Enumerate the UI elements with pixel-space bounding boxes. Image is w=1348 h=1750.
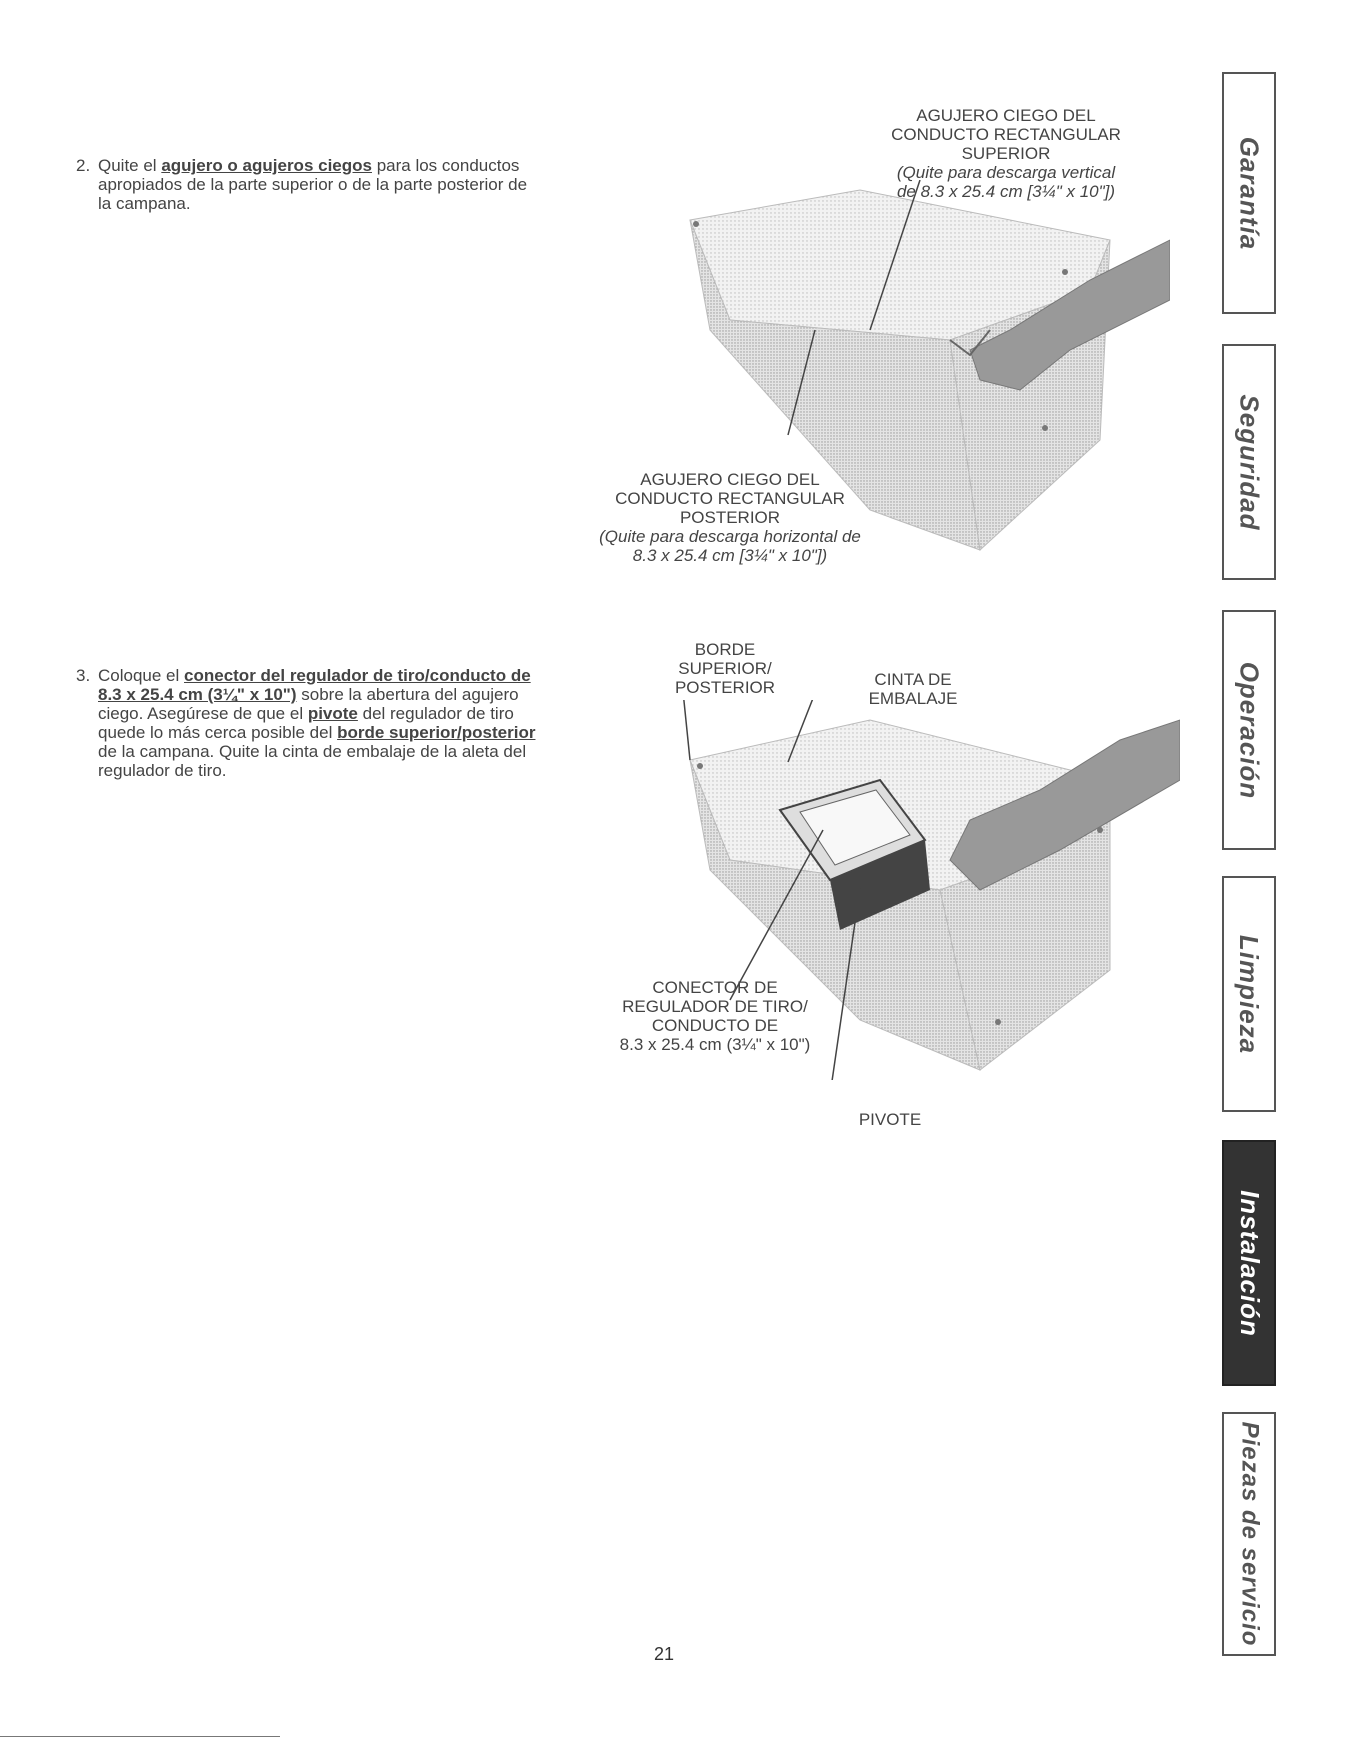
label-conector: CONECTOR DE REGULADOR DE TIRO/ CONDUCTO DE 8.3 x 25.4 cm (3¼" x 10") (619, 978, 811, 1054)
screw (1042, 425, 1048, 431)
tab-limpieza[interactable]: Limpieza (1222, 876, 1276, 1112)
step-text (98, 666, 535, 780)
step-number: 2. (76, 156, 91, 175)
screw (1097, 827, 1103, 833)
screw (995, 1019, 1001, 1025)
footer-rule (0, 1736, 280, 1737)
step-line: Quite el agujero o agujeros ciegos para los conductos (98, 156, 520, 175)
step-line: regulador de tiro. (98, 761, 227, 780)
screw (693, 221, 699, 227)
label-cinta: CINTA DE EMBALAJE (868, 670, 958, 708)
tab-seguridad[interactable]: Seguridad (1222, 344, 1276, 580)
leader-line-borde (680, 700, 690, 760)
step-line: ciego. Asegúrese de que el pivote del regulador de tiro (98, 704, 514, 723)
tab-instalacion[interactable]: Instalación (1222, 1140, 1276, 1386)
tab-operacion[interactable]: Operación (1222, 610, 1276, 850)
label-pivote: PIVOTE (858, 1110, 922, 1129)
tab-piezas-de-servicio[interactable]: Piezas de servicio (1222, 1412, 1276, 1656)
label-borde: BORDE SUPERIOR/ POSTERIOR (674, 640, 776, 697)
step-line: Coloque el conector del regulador de tiro/conducto de (98, 666, 531, 685)
screw (697, 763, 703, 769)
step-line: la campana. (98, 194, 191, 213)
step-text (98, 156, 527, 213)
step-line: de la campana. Quite la cinta de embalaje de la aleta del (98, 742, 527, 761)
label-top-knockout: AGUJERO CIEGO DEL CONDUCTO RECTANGULAR SUPERIOR (Quite para descarga vertical de 8.3 x 25.4 cm [3¼" x 10"]) (891, 106, 1121, 201)
page-number: 21 (654, 1644, 675, 1664)
step-line: quede lo más cerca posible del borde superior/posterior (98, 723, 536, 742)
step-number: 3. (76, 666, 91, 685)
screw (1062, 269, 1068, 275)
step-line: 8.3 x 25.4 cm (3¼" x 10") sobre la abertura del agujero (98, 685, 519, 704)
step-line: apropiados de la parte superior o de la parte posterior de (98, 175, 528, 194)
label-rear-knockout: AGUJERO CIEGO DEL CONDUCTO RECTANGULAR POSTERIOR (Quite para descarga horizontal de 8.3 x 25.4 cm [3¼" x 10"]) (599, 470, 861, 565)
tab-garantia[interactable]: Garantía (1222, 72, 1276, 314)
